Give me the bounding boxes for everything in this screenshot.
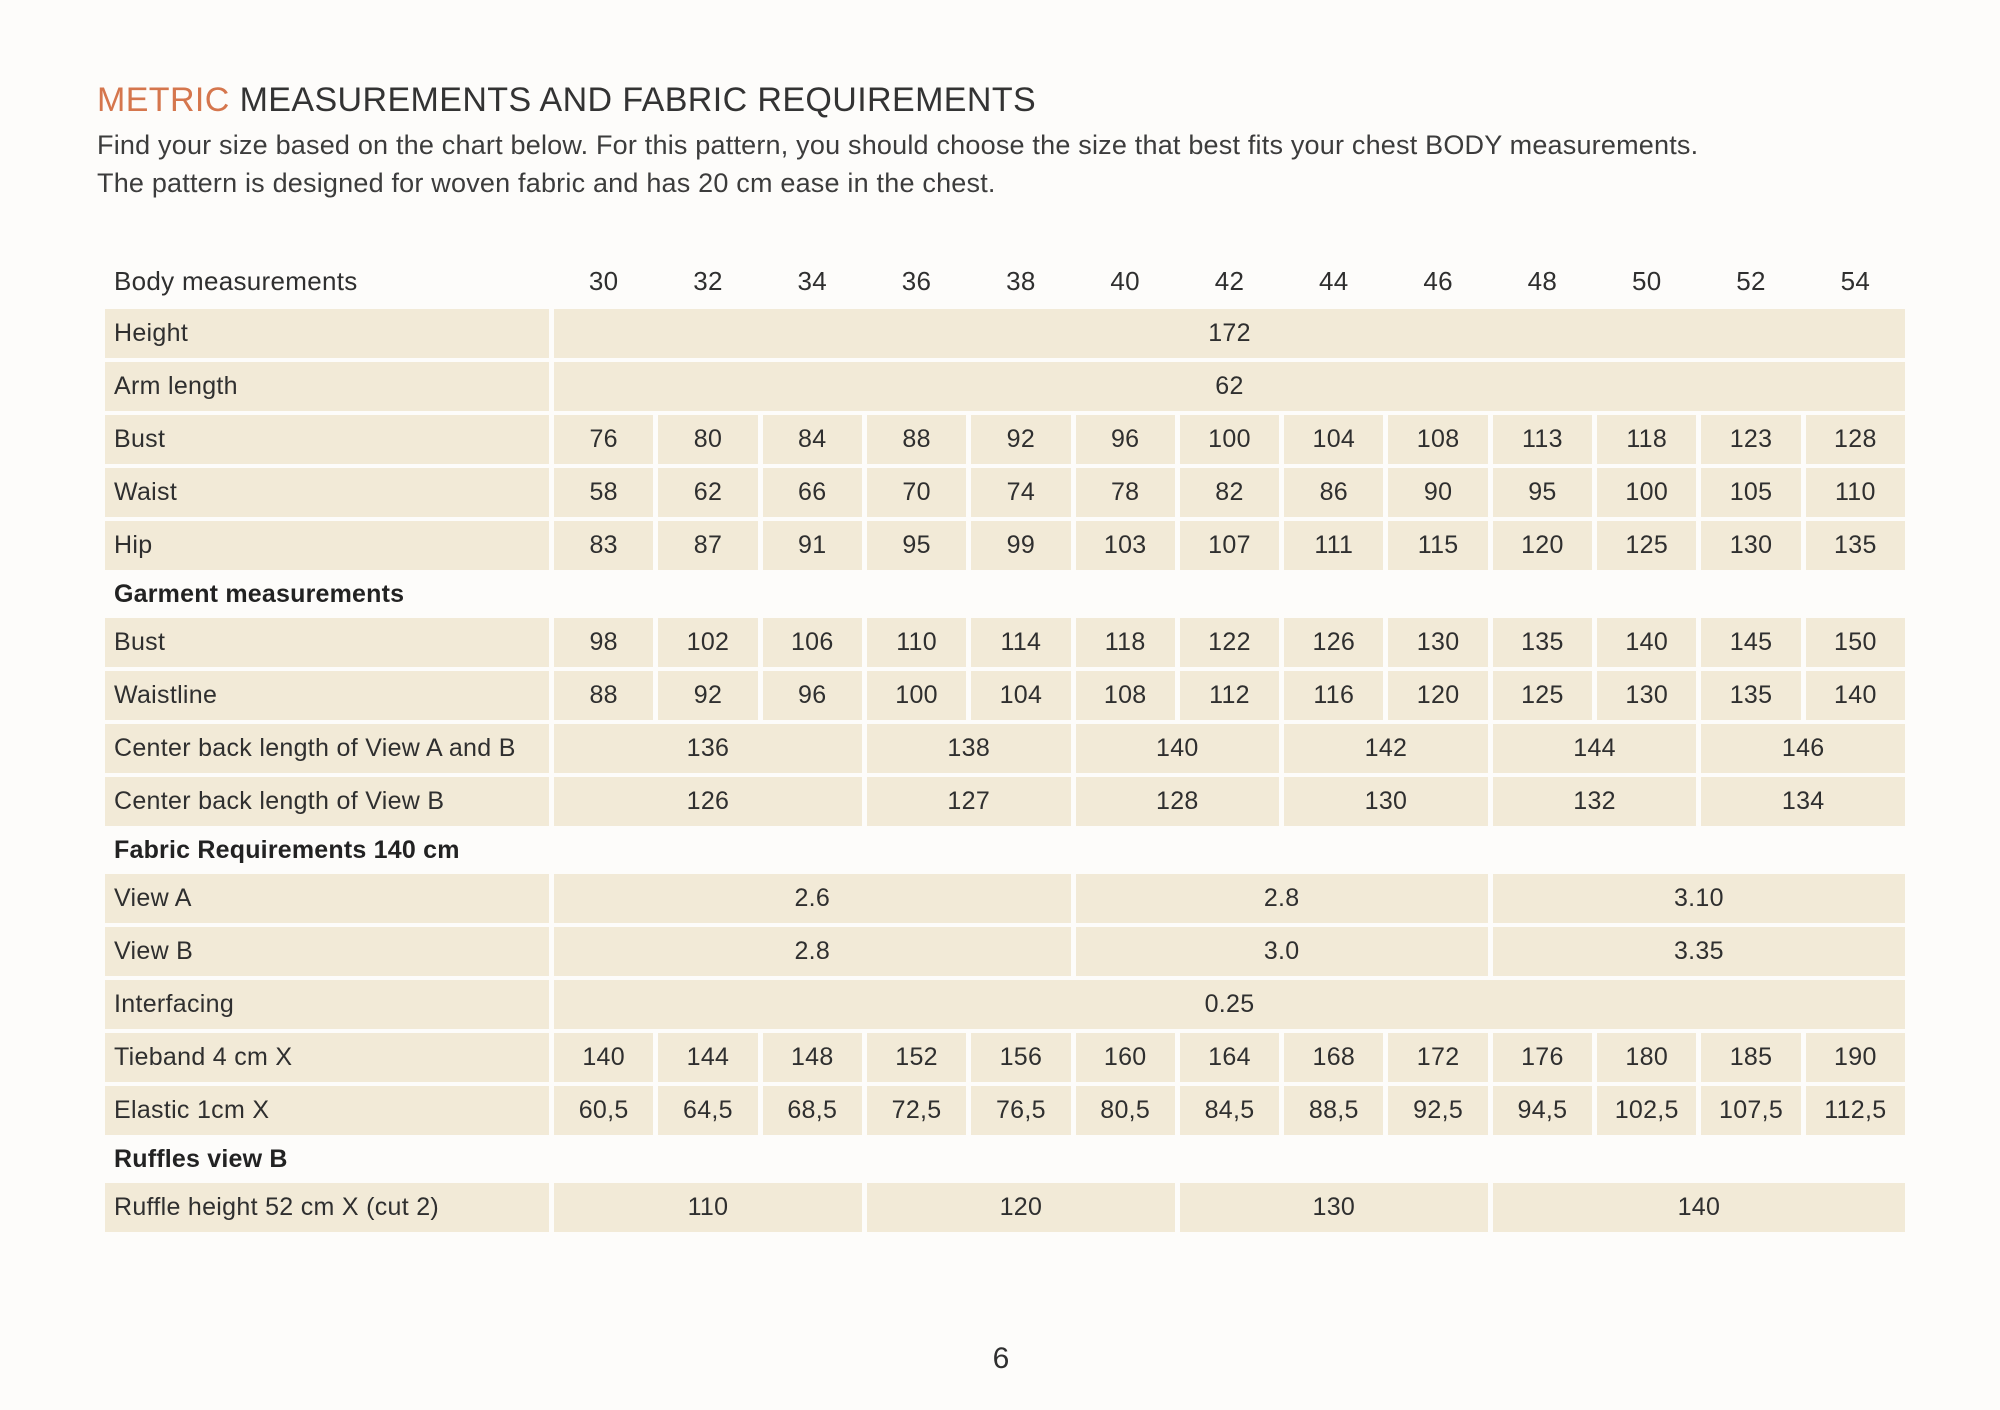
table-cell: 128 — [1806, 415, 1905, 464]
table-cell: 95 — [867, 521, 966, 570]
table-cell: 86 — [1284, 468, 1383, 517]
table-cell: 58 — [554, 468, 653, 517]
table-row — [105, 1033, 1905, 1082]
size-column-header: 32 — [693, 265, 723, 296]
table-cell: 92 — [971, 415, 1070, 464]
table-cell: 148 — [763, 1033, 862, 1082]
table-cell: 76 — [554, 415, 653, 464]
table-cell: 3.35 — [1493, 927, 1905, 976]
intro-line-1: Find your size based on the chart below. For this pattern, you should choose the size that best fits your chest BODY measurements. — [97, 130, 1699, 160]
table-row — [105, 724, 1905, 773]
page-title-rest: MEASUREMENTS AND FABRIC REQUIREMENTS — [229, 81, 1037, 119]
table-cell: 74 — [971, 468, 1070, 517]
table-cell: 185 — [1701, 1033, 1800, 1082]
section-header: Garment measurements — [114, 579, 405, 608]
table-cell: 83 — [554, 521, 653, 570]
table-row — [105, 1183, 1905, 1232]
table-cell: 92 — [658, 671, 757, 720]
table-cell: 180 — [1597, 1033, 1696, 1082]
row-label: Bust — [105, 415, 549, 464]
table-row — [105, 927, 1905, 976]
row-label: Waistline — [105, 671, 549, 720]
table-cell: 2.8 — [1076, 874, 1488, 923]
table-cell: 130 — [1597, 671, 1696, 720]
row-label: Center back length of View A and B — [105, 724, 549, 773]
size-column-header: 44 — [1319, 265, 1349, 296]
size-column-header: 48 — [1527, 265, 1558, 296]
size-column-header: 30 — [588, 265, 619, 296]
table-cell: 88,5 — [1284, 1086, 1383, 1135]
table-cell: 62 — [554, 362, 1905, 411]
table-cell: 122 — [1180, 618, 1279, 667]
table-cell: 142 — [1284, 724, 1488, 773]
table-cell: 190 — [1806, 1033, 1905, 1082]
table-cell: 132 — [1493, 777, 1697, 826]
table-cell: 70 — [867, 468, 966, 517]
table-cell: 115 — [1388, 521, 1487, 570]
table-cell: 100 — [1597, 468, 1696, 517]
intro-line-2: The pattern is designed for woven fabric and has 20 cm ease in the chest. — [97, 168, 996, 198]
table-cell: 128 — [1076, 777, 1280, 826]
table-row — [105, 980, 1905, 1029]
table-row — [105, 362, 1905, 411]
table-cell: 94,5 — [1493, 1086, 1592, 1135]
table-cell: 78 — [1076, 468, 1175, 517]
table-cell: 90 — [1388, 468, 1487, 517]
table-cell: 66 — [763, 468, 862, 517]
row-label: Tieband 4 cm X — [105, 1033, 549, 1082]
table-cell: 103 — [1076, 521, 1175, 570]
table-cell: 112 — [1180, 671, 1279, 720]
table-cell: 144 — [658, 1033, 757, 1082]
table-row — [105, 415, 1905, 464]
table-cell: 114 — [971, 618, 1070, 667]
table-cell: 95 — [1493, 468, 1592, 517]
table-cell: 144 — [1493, 724, 1697, 773]
table-cell: 110 — [554, 1183, 862, 1232]
table-cell: 68,5 — [763, 1086, 862, 1135]
table-cell: 120 — [1388, 671, 1487, 720]
table-cell: 2.8 — [554, 927, 1071, 976]
intro-paragraph — [97, 126, 1905, 202]
table-cell: 150 — [1806, 618, 1905, 667]
row-label: Bust — [105, 618, 549, 667]
size-column-header: 54 — [1840, 265, 1871, 296]
size-column-header: 36 — [901, 265, 932, 296]
table-cell: 87 — [658, 521, 757, 570]
row-label: Height — [105, 309, 549, 358]
table-cell: 111 — [1284, 521, 1383, 570]
table-cell: 156 — [971, 1033, 1070, 1082]
table-cell: 164 — [1180, 1033, 1279, 1082]
table-cell: 107,5 — [1701, 1086, 1800, 1135]
table-cell: 130 — [1701, 521, 1800, 570]
table-cell: 125 — [1493, 671, 1592, 720]
table-cell: 108 — [1388, 415, 1487, 464]
page-title-accent: METRIC — [97, 81, 230, 119]
table-header-row — [105, 260, 1905, 302]
table-cell: 160 — [1076, 1033, 1175, 1082]
table-cell: 118 — [1076, 618, 1175, 667]
table-cell: 130 — [1284, 777, 1488, 826]
row-label: Interfacing — [105, 980, 549, 1029]
table-cell: 125 — [1597, 521, 1696, 570]
table-cell: 104 — [971, 671, 1070, 720]
table-cell: 146 — [1701, 724, 1905, 773]
table-cell: 126 — [1284, 618, 1383, 667]
table-row — [105, 777, 1905, 826]
table-cell: 107 — [1180, 521, 1279, 570]
table-cell: 76,5 — [971, 1086, 1070, 1135]
table-cell: 105 — [1701, 468, 1800, 517]
table-cell: 84 — [763, 415, 862, 464]
table-header-label: Body measurements — [114, 265, 358, 296]
table-cell: 120 — [1493, 521, 1592, 570]
table-cell: 130 — [1388, 618, 1487, 667]
table-cell: 134 — [1701, 777, 1905, 826]
table-cell: 92,5 — [1388, 1086, 1487, 1135]
table-row — [105, 618, 1905, 667]
page-title — [97, 80, 1905, 120]
table-cell: 80,5 — [1076, 1086, 1175, 1135]
size-column-header: 38 — [1006, 265, 1036, 296]
section-header: Fabric Requirements 140 cm — [114, 835, 460, 864]
table-cell: 108 — [1076, 671, 1175, 720]
page-number: 6 — [992, 1342, 1010, 1375]
table-row — [105, 671, 1905, 720]
table-cell: 126 — [554, 777, 862, 826]
table-cell: 96 — [1076, 415, 1175, 464]
table-cell: 140 — [1597, 618, 1696, 667]
table-cell: 172 — [1388, 1033, 1487, 1082]
table-cell: 116 — [1284, 671, 1383, 720]
table-cell: 130 — [1180, 1183, 1488, 1232]
row-label: Arm length — [105, 362, 549, 411]
table-cell: 152 — [867, 1033, 966, 1082]
section-header: Ruffles view B — [114, 1144, 288, 1173]
table-cell: 140 — [1806, 671, 1905, 720]
row-label: Elastic 1cm X — [105, 1086, 549, 1135]
table-cell: 135 — [1493, 618, 1592, 667]
size-column-header: 34 — [797, 265, 828, 296]
size-column-header: 42 — [1214, 265, 1245, 296]
table-cell: 168 — [1284, 1033, 1383, 1082]
size-column-header: 50 — [1631, 265, 1662, 296]
table-cell: 135 — [1806, 521, 1905, 570]
table-row — [105, 874, 1905, 923]
table-cell: 102 — [658, 618, 757, 667]
table-cell: 172 — [554, 309, 1905, 358]
table-cell: 140 — [1493, 1183, 1905, 1232]
table-cell: 60,5 — [554, 1086, 653, 1135]
table-cell: 118 — [1597, 415, 1696, 464]
table-cell: 84,5 — [1180, 1086, 1279, 1135]
table-cell: 99 — [971, 521, 1070, 570]
table-cell: 91 — [763, 521, 862, 570]
size-column-header: 46 — [1423, 265, 1453, 296]
table-cell: 80 — [658, 415, 757, 464]
table-cell: 3.10 — [1493, 874, 1905, 923]
table-cell: 0.25 — [554, 980, 1905, 1029]
table-cell: 2.6 — [554, 874, 1071, 923]
table-cell: 176 — [1493, 1033, 1592, 1082]
row-label: Center back length of View B — [105, 777, 549, 826]
table-cell: 72,5 — [867, 1086, 966, 1135]
table-cell: 88 — [867, 415, 966, 464]
row-label: Ruffle height 52 cm X (cut 2) — [105, 1183, 549, 1232]
table-cell: 62 — [658, 468, 757, 517]
table-cell: 136 — [554, 724, 862, 773]
table-cell: 135 — [1701, 671, 1800, 720]
table-cell: 140 — [554, 1033, 653, 1082]
table-cell: 82 — [1180, 468, 1279, 517]
table-cell: 113 — [1493, 415, 1592, 464]
row-label: Hip — [105, 521, 549, 570]
table-cell: 104 — [1284, 415, 1383, 464]
table-cell: 106 — [763, 618, 862, 667]
table-row — [105, 1086, 1905, 1135]
table-cell: 96 — [763, 671, 862, 720]
table-cell: 100 — [867, 671, 966, 720]
row-label: View B — [105, 927, 549, 976]
table-cell: 110 — [867, 618, 966, 667]
row-label: Waist — [105, 468, 549, 517]
table-row — [105, 521, 1905, 570]
measurements-table — [105, 260, 1905, 1232]
table-cell: 145 — [1701, 618, 1800, 667]
table-row — [105, 309, 1905, 358]
table-cell: 88 — [554, 671, 653, 720]
table-cell: 102,5 — [1597, 1086, 1696, 1135]
size-column-header: 40 — [1110, 265, 1140, 296]
table-cell: 127 — [867, 777, 1071, 826]
table-cell: 110 — [1806, 468, 1905, 517]
table-row — [105, 468, 1905, 517]
table-cell: 138 — [867, 724, 1071, 773]
table-cell: 120 — [867, 1183, 1175, 1232]
table-cell: 64,5 — [658, 1086, 757, 1135]
row-label: View A — [105, 874, 549, 923]
table-cell: 123 — [1701, 415, 1800, 464]
table-cell: 140 — [1076, 724, 1280, 773]
table-cell: 100 — [1180, 415, 1279, 464]
size-column-header: 52 — [1736, 265, 1766, 296]
table-cell: 98 — [554, 618, 653, 667]
table-cell: 112,5 — [1806, 1086, 1905, 1135]
table-cell: 3.0 — [1076, 927, 1488, 976]
